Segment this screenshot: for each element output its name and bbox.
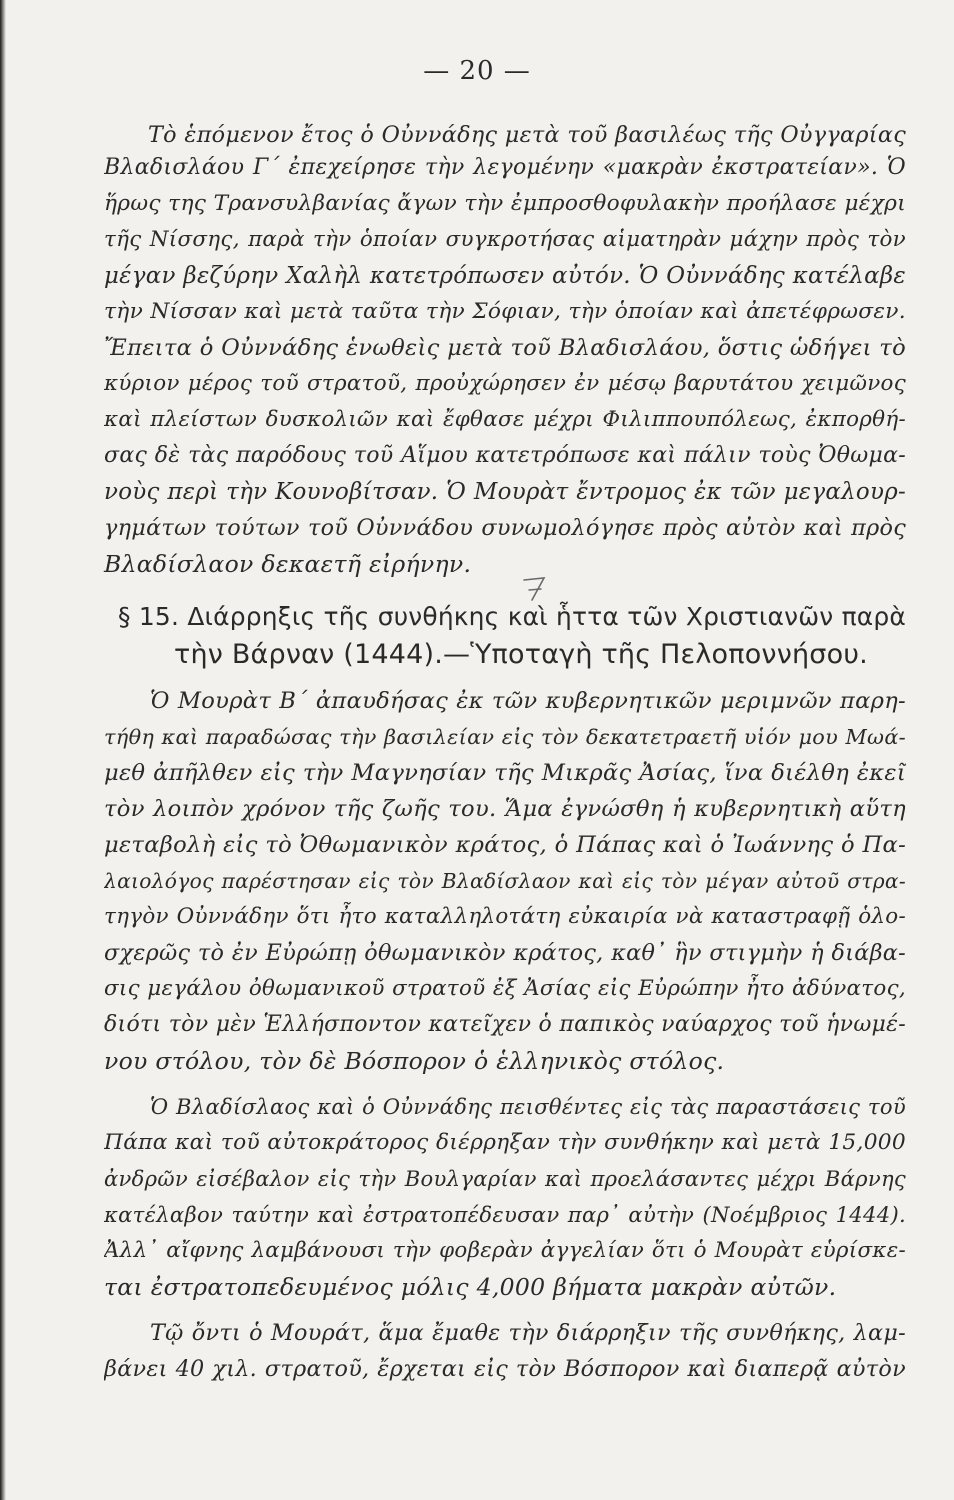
text-line: Τῷ ὄντι ὁ Μουράτ, ἅμα ἔμαθε τὴν διάρρηξιν τῆς συνθήκης, λαμ- xyxy=(150,1320,906,1346)
text-line: νου στόλου, τὸν δὲ Βόσπορον ὁ ἑλληνικὸς στόλος. xyxy=(104,1047,725,1075)
text-line: τὸν λοιπὸν χρόνον τῆς ζωῆς του. Ἅμα ἐγνώσθη ἡ κυβερνητικὴ αὕτη xyxy=(104,796,906,822)
text-line: βάνει 40 χιλ. στρατοῦ, ἔρχεται εἰς τὸν Βόσπορον καὶ διαπερᾷ αὐτὸν xyxy=(104,1356,906,1382)
text-line: τηγὸν Οὐννάδην ὅτι ἦτο καταλληλοτάτη εὐκαιρία νὰ καταστραφῇ ὁλο- xyxy=(104,904,906,929)
text-line: ται ἐστρατοπεδευμένος μόλις 4,000 βήματα μακρὰν αὐτῶν. xyxy=(104,1273,837,1301)
text-line: γημάτων τούτων τοῦ Οὐννάδου συνωμολόγησε πρὸς αὐτὸν καὶ πρὸς xyxy=(104,515,906,541)
text-line: τῆς Νίσσης, παρὰ τὴν ὁποίαν συγκροτήσας αἱματηρὰν μάχην πρὸς τὸν xyxy=(104,227,906,252)
text-line: σις μεγάλου ὀθωμανικοῦ στρατοῦ ἐξ Ἀσίας εἰς Εὐρώπην ἦτο ἀδύνατος, xyxy=(104,976,906,1001)
text-line: μέγαν βεζύρην Χαλὴλ κατετρόπωσεν αὐτόν. Ὁ Οὐννάδης κατέλαβε xyxy=(104,263,906,289)
text-line: κατέλαβον ταύτην καὶ ἐστρατοπέδευσαν παρ᾽ αὐτὴν (Νοέμβριος 1444). xyxy=(104,1202,906,1227)
text-line: μεθ ἀπῆλθεν εἰς τὴν Μαγνησίαν τῆς Μικρᾶς Ἀσίας, ἵνα διέλθη ἐκεῖ xyxy=(104,760,906,786)
text-line: σας δὲ τὰς παρόδους τοῦ Αἵμου κατετρόπωσε καὶ πάλιν τοὺς Ὀθωμα- xyxy=(104,443,906,468)
heading-line: § 15. Διάρρηξις τῆς συνθήκης καὶ ἧττα τῶν Χριστιανῶν παρὰ xyxy=(118,602,906,631)
text-line: Ὁ Βλαδίσλαος καὶ ὁ Οὐννάδης πεισθέντες εἰς τὰς παραστάσεις τοῦ xyxy=(150,1094,906,1119)
text-line: κύριον μέρος τοῦ στρατοῦ, προὐχώρησεν ἐν μέσῳ βαρυτάτου χειμῶνος xyxy=(104,371,906,396)
text-line: λαιολόγος παρέστησαν εἰς τὸν Βλαδίσλαον καὶ εἰς τὸν μέγαν αὐτοῦ στρα- xyxy=(104,869,906,893)
text-line: τὴν Νίσσαν καὶ μετὰ ταῦτα τὴν Σόφιαν, τὴν ὁποίαν καὶ ἀπετέφρωσεν. xyxy=(104,299,906,324)
text-line: Πάπα καὶ τοῦ αὐτοκράτορος διέρρηξαν τὴν συνθήκην καὶ μετὰ 15,000 xyxy=(104,1130,906,1155)
text-line: Βλαδισλάου Γ΄ ἐπεχείρησε τὴν λεγομένην «μακρὰν ἐκστρατείαν». Ὁ xyxy=(104,155,906,180)
text-line: διότι τὸν μὲν Ἑλλήσποντον κατεῖχεν ὁ παπικὸς ναύαρχος τοῦ ἡνωμέ- xyxy=(104,1012,906,1037)
text-line: Ὁ Μουρὰτ Β΄ ἀπαυδήσας ἐκ τῶν κυβερνητικῶν μεριμνῶν παρη- xyxy=(150,688,906,714)
text-line: Βλαδίσλαον δεκαετῆ εἰρήνην. xyxy=(104,550,472,578)
text-line: ἀνδρῶν εἰσέβαλον εἰς τὴν Βουλγαρίαν καὶ προελάσαντες μέχρι Βάρνης xyxy=(104,1166,906,1191)
text-line: Τὸ ἑπόμενον ἔτος ὁ Οὐννάδης μετὰ τοῦ βασιλέως τῆς Οὐγγαρίας xyxy=(148,122,906,148)
heading-line: τὴν Βάρναν (1444).—Ὑποταγὴ τῆς Πελοποννήσου. xyxy=(174,639,868,670)
text-line: Ἀλλ᾽ αἴφνης λαμβάνουσι τὴν φοβερὰν ἀγγελίαν ὅτι ὁ Μουρὰτ εὑρίσκε- xyxy=(104,1238,906,1263)
text-line: ἥρως της Τρανσυλβανίας ἄγων τὴν ἐμπροσθοφυλακὴν προήλασε μέχρι xyxy=(104,191,906,216)
page-number: — 20 — xyxy=(423,56,531,86)
text-line: καὶ πλείστων δυσκολιῶν καὶ ἔφθασε μέχρι Φιλιππουπόλεως, ἐκπορθή- xyxy=(104,407,906,432)
text-line: μεταβολὴ εἰς τὸ Ὀθωμανικὸν κράτος, ὁ Πάπας καὶ ὁ Ἰωάννης ὁ Πα- xyxy=(104,832,906,858)
text-line: νοὺς περὶ τὴν Κουνοβίτσαν. Ὁ Μουρὰτ ἔντρομος ἐκ τῶν μεγαλουρ- xyxy=(104,479,906,505)
text-line: τήθη καὶ παραδώσας τὴν βασιλείαν εἰς τὸν δεκατετραετῆ υἱόν μου Μωά- xyxy=(104,725,906,749)
text-line: σχερῶς τὸ ἐν Εὐρώπῃ ὀθωμανικὸν κράτος, καθ᾽ ἣν στιγμὴν ἡ διάβα- xyxy=(104,940,906,966)
text-line: Ἔπειτα ὁ Οὐννάδης ἑνωθεὶς μετὰ τοῦ Βλαδισλάου, ὅστις ὡδήγει τὸ xyxy=(104,335,906,361)
scan-edge-shadow xyxy=(0,0,6,1500)
